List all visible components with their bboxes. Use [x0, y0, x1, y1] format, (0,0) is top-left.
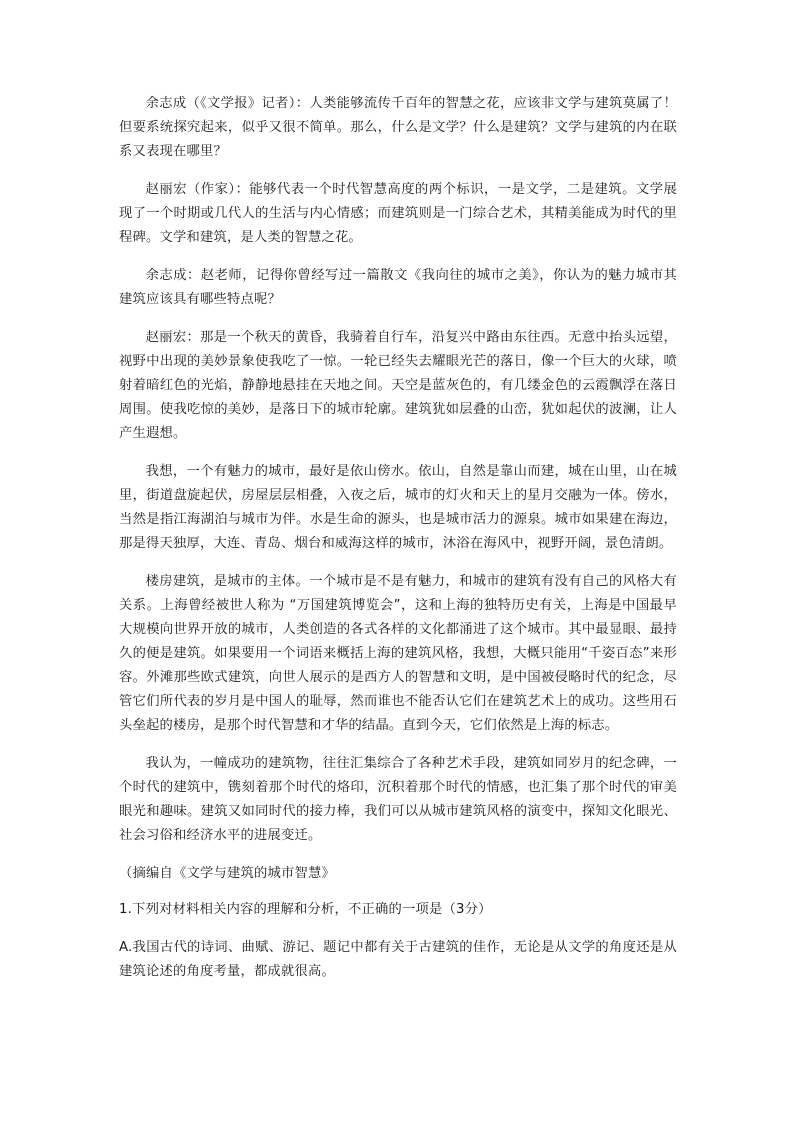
source-citation: （摘编自《文学与建筑的城市智慧》	[119, 866, 335, 881]
question-stem: 1.下列对材料相关内容的理解和分析，不正确的一项是（3分）	[119, 902, 492, 917]
interview-paragraph-7: 我认为，一幢成功的建筑物，往往汇集综合了各种艺术手段，建筑如同岁月的纪念碑，一个时代的建筑中，镌刻着那个时代的烙印，沉积着那个时代的情感，也汇集了那个时代的审美眼光和趣味。建筑又如同时代的接力棒，我们可以从城市建筑风格的演变中，探知文化眼光、社会习俗和经济水平的进展变迁。	[119, 756, 677, 843]
interview-paragraph-2: 赵丽宏（作家）：能够代表一个时代智慧高度的两个标识，一是文学，二是建筑。文学展现了一个时期或几代人的生活与内心情感；而建筑则是一门综合艺术，其精美能成为时代的里程碑。文学和建筑，是人类的智慧之花。	[119, 182, 677, 245]
interview-paragraph-6: 楼房建筑，是城市的主体。一个城市是不是有魅力，和城市的建筑有没有自己的风格大有关系。上海曾经被世人称为 “万国建筑博览会”，这和上海的独特历史有关，上海是中国最早大规模向世界开放的城市，人类创造的各式各样的文化都涌进了这个城市。其中最显眼、最持久的便是建筑。如果要用一个词语来概括上海的建筑风格，我想，大概只能用“千姿百态”来形容。外滩那些欧式建筑，向世人展示的是西方人的智慧和文明，是中国被侵略时代的纪念，尽管它们所代表的岁月是中国人的耻辱，然而谁也不能否认它们在建筑艺术上的成功。这些用石头垒起的楼房，是那个时代智慧和才华的结晶。直到今天，它们依然是上海的标志。	[119, 574, 677, 733]
answer-option-a: A.我国古代的诗词、曲赋、游记、题记中都有关于古建筑的佳作，无论是从文学的角度还是从建筑论述的角度考量，都成就很高。	[119, 940, 677, 979]
interview-paragraph-3: 余志成：赵老师，记得你曾经写过一篇散文《我向往的城市之美》，你认为的魅力城市其建筑应该具有哪些特点呢？	[119, 268, 677, 307]
interview-paragraph-1: 余志成（《文学报》记者）：人类能够流传千百年的智慧之花，应该非文学与建筑莫属了！但要系统探究起来，似乎又很不简单。那么，什么是文学？什么是建筑？文学与建筑的内在联系又表现在哪里？	[119, 96, 677, 159]
interview-paragraph-4: 赵丽宏：那是一个秋天的黄昏，我骑着自行车，沿复兴中路由东往西。无意中抬头远望，视野中出现的美妙景象使我吃了一惊。一轮已经失去耀眼光芒的落日，像一个巨大的火球，喷射着暗红色的光焰，静静地悬挂在天地之间。天空是蓝灰色的，有几缕金色的云霞飘浮在落日周围。使我吃惊的美妙，是落日下的城市轮廓。建筑犹如层叠的山峦，犹如起伏的波澜，让人产生遐想。	[119, 330, 677, 441]
interview-paragraph-5: 我想，一个有魅力的城市，最好是依山傍水。依山，自然是靠山而建，城在山里，山在城里，街道盘旋起伏，房屋层层相叠，入夜之后，城市的灯火和天上的星月交融为一体。傍水，当然是指江海湖泊与城市为伴。水是生命的源头，也是城市活力的源泉。城市如果建在海边，那是得天独厚，大连、青岛、烟台和威海这样的城市，沐浴在海风中，视野开阔，景色清朗。	[119, 464, 677, 551]
document-page	[119, 92, 677, 998]
